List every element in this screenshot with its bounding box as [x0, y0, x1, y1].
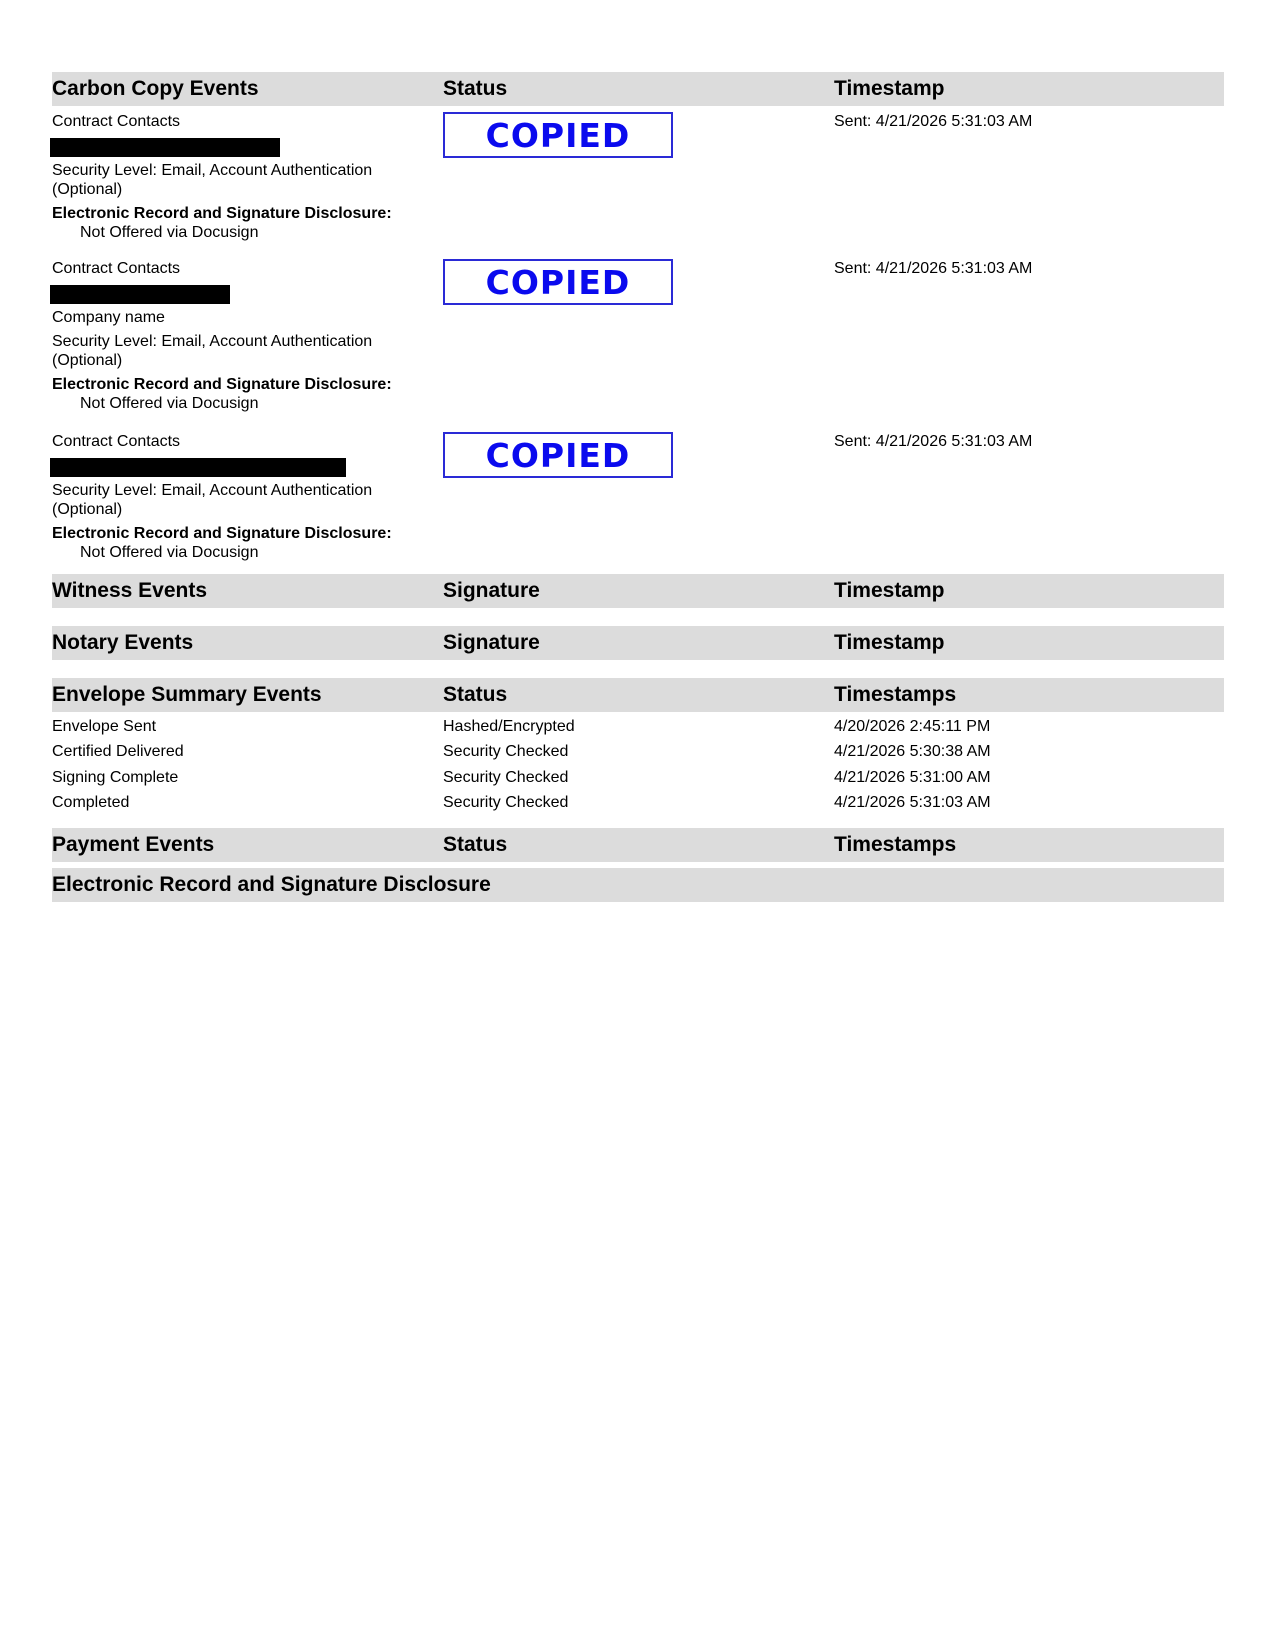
envelope-summary-header	[52, 678, 1224, 712]
header-timestamps: Timestamps	[834, 833, 957, 856]
witness-events-header	[52, 574, 1224, 608]
sent-timestamp: Sent: 4/21/2026 5:31:03 AM	[834, 113, 1033, 130]
page	[52, 72, 1224, 908]
summary-row	[52, 765, 1224, 791]
summary-row	[52, 740, 1224, 766]
security-level: Security Level: Email, Account Authentication (Optional)	[52, 333, 373, 369]
disclosure-label: Electronic Record and Signature Disclosure:	[52, 525, 392, 542]
security-level: Security Level: Email, Account Authentication (Optional)	[52, 482, 373, 518]
disclosure-value: Not Offered via Docusign	[80, 224, 259, 241]
security-level: Security Level: Email, Account Authentication (Optional)	[52, 162, 373, 198]
summary-event: Completed	[52, 794, 130, 812]
disclosure-label: Electronic Record and Signature Disclosure:	[52, 205, 392, 222]
header-status: Status	[443, 683, 508, 706]
header-events: Witness Events	[52, 579, 208, 602]
summary-timestamp: 4/21/2026 5:31:03 AM	[834, 794, 991, 812]
disclosure-value: Not Offered via Docusign	[80, 395, 259, 412]
disclosure-section-title: Electronic Record and Signature Disclosure	[52, 873, 491, 896]
header-signature: Signature	[443, 579, 540, 602]
summary-status: Hashed/Encrypted	[443, 717, 575, 735]
header-timestamps: Timestamps	[834, 683, 957, 706]
copied-stamp: COPIED	[443, 432, 673, 478]
payment-events-header	[52, 828, 1224, 862]
header-status: Status	[443, 833, 508, 856]
disclosure-section-header	[52, 868, 1224, 902]
disclosure-label: Electronic Record and Signature Disclosure:	[52, 376, 392, 393]
company-name: Company name	[52, 309, 165, 326]
summary-timestamp: 4/20/2026 2:45:11 PM	[834, 717, 991, 735]
header-events: Notary Events	[52, 631, 194, 654]
sent-timestamp: Sent: 4/21/2026 5:31:03 AM	[834, 433, 1033, 450]
summary-event: Signing Complete	[52, 768, 179, 786]
redacted-email	[50, 285, 230, 304]
summary-timestamp: 4/21/2026 5:31:00 AM	[834, 768, 991, 786]
summary-row	[52, 791, 1224, 817]
redacted-email	[50, 458, 346, 477]
header-status: Status	[443, 77, 508, 100]
recipient-name: Contract Contacts	[52, 433, 181, 450]
copied-stamp: COPIED	[443, 259, 673, 305]
redacted-email	[50, 138, 280, 157]
sent-timestamp: Sent: 4/21/2026 5:31:03 AM	[834, 260, 1033, 277]
recipient-name: Contract Contacts	[52, 113, 181, 130]
header-signature: Signature	[443, 631, 540, 654]
summary-event: Certified Delivered	[52, 743, 184, 761]
summary-status: Security Checked	[443, 794, 569, 812]
summary-status: Security Checked	[443, 743, 569, 761]
copied-stamp: COPIED	[443, 112, 673, 158]
recipient-name: Contract Contacts	[52, 260, 181, 277]
header-timestamp: Timestamp	[834, 631, 945, 654]
header-timestamp: Timestamp	[834, 579, 945, 602]
summary-row	[52, 714, 1224, 740]
header-events: Payment Events	[52, 833, 215, 856]
header-events: Carbon Copy Events	[52, 77, 259, 100]
header-events: Envelope Summary Events	[52, 683, 322, 706]
disclosure-value: Not Offered via Docusign	[80, 544, 259, 561]
summary-timestamp: 4/21/2026 5:30:38 AM	[834, 743, 991, 761]
carbon-copy-header	[52, 72, 1224, 106]
header-timestamp: Timestamp	[834, 77, 945, 100]
notary-events-header	[52, 626, 1224, 660]
summary-event: Envelope Sent	[52, 717, 157, 735]
carbon-copy-entry	[52, 432, 1224, 572]
carbon-copy-entry	[52, 112, 1224, 259]
summary-status: Security Checked	[443, 768, 569, 786]
carbon-copy-entry	[52, 259, 1224, 432]
